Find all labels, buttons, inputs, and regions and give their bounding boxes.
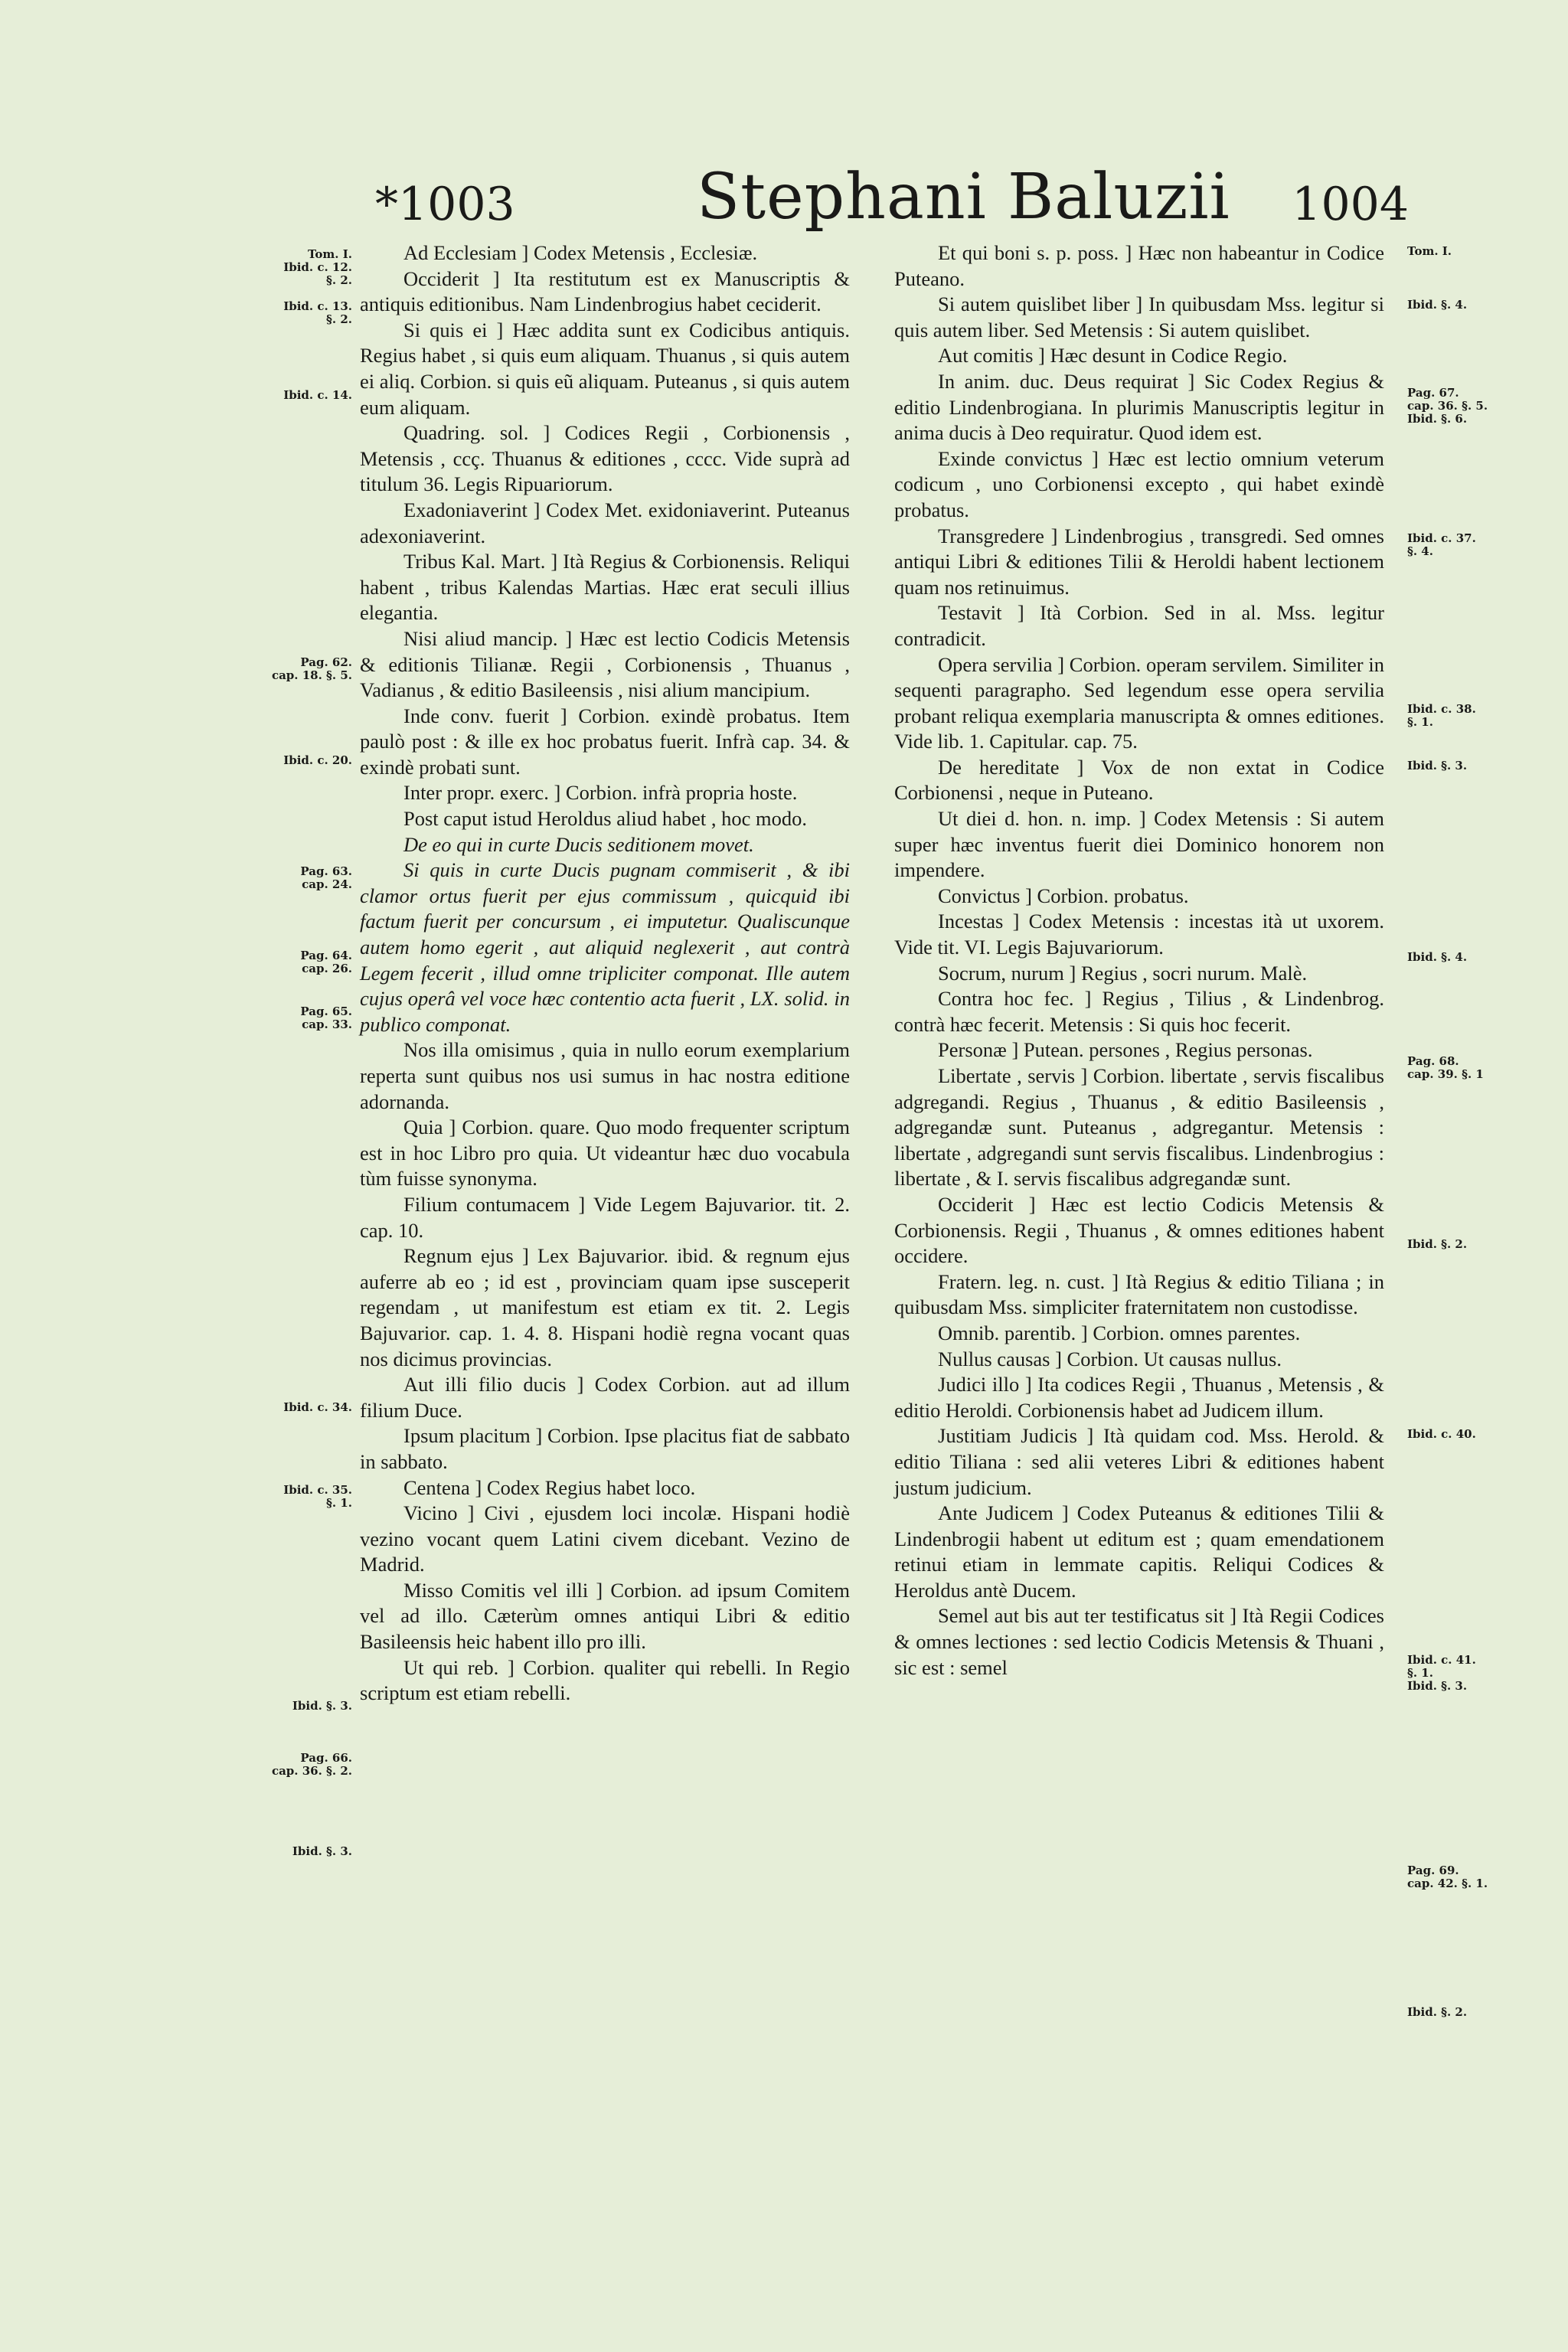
note-entry: Ad Ecclesiam ] Codex Metensis , Ecclesiæ.: [403, 241, 758, 264]
right-margin-note: Ibid. c. 40.: [1407, 1427, 1476, 1441]
left-margin-note: Pag. 63. cap. 24.: [300, 864, 352, 891]
left-margin-note: Ibid. c. 35. §. 1.: [283, 1483, 352, 1510]
note-entry: Incestas ] Codex Metensis : incestas ità ut uxorem. Vide tit. VI. Legis Bajuvariorum.: [894, 910, 1384, 959]
left-page-number: *1003: [375, 178, 515, 231]
note-entry: Omnib. parentib. ] Corbion. omnes parentes.: [938, 1321, 1301, 1344]
note-entry: De hereditate ] Vox de non extat in Codice Corbionensi , neque in Puteano.: [894, 755, 1384, 805]
right-margin-note: Pag. 67. cap. 36. §. 5. Ibid. §. 6.: [1407, 386, 1488, 426]
note-entry: Fratern. leg. n. cust. ] Ità Regius & editio Tiliana ; in quibusdam Mss. simpliciter fraternitatem non custodisse.: [894, 1269, 1384, 1319]
note-entry: Si quis ei ] Hæc addita sunt ex Codicibus antiquis. Regius habet , si quis eum aliquam. Thuanus , si quis autem ei aliq. Corbion. si quis eũ aliquam. Puteanus , si quis autem eum aliquam.: [360, 318, 850, 419]
note-entry: Post caput istud Heroldus aliud habet , hoc modo.: [403, 807, 807, 831]
note-entry: Regnum ejus ] Lex Bajuvarior. ibid. & regnum ejus auferre ab eo ; id est , provinciam quam ipse susceperit regendam , ut manifestum est etiam ex tit. 2. Legis Bajuvarior. cap. 1. 4. 8. Hispani hodiè regna vocant quas nos dicimus provincias.: [360, 1244, 850, 1370]
note-entry: Aut comitis ] Hæc desunt in Codice Regio.: [938, 344, 1288, 368]
right-margin-note: Ibid. c. 38. §. 1.: [1407, 702, 1476, 729]
note-entry: Aut illi filio ducis ] Codex Corbion. aut ad illum filium Duce.: [360, 1373, 850, 1422]
right-margin-note: Pag. 69. cap. 42. §. 1.: [1407, 1864, 1488, 1890]
left-margin-note: Pag. 65. cap. 33.: [300, 1004, 352, 1031]
note-entry: Ut diei d. hon. n. imp. ] Codex Metensis : Si autem super hæc inventus fuerit diei Dominico honorem non impendere.: [894, 807, 1384, 882]
left-margin-note: Tom. I. Ibid. c. 12. §. 2.: [283, 247, 352, 287]
left-margin-note: Ibid. §. 3.: [292, 1699, 352, 1713]
note-entry: Quia ] Corbion. quare. Quo modo frequenter scriptum est in hoc Libro pro quia. Ut videantur hæc duo vocabula tùm fuisse synonyma.: [360, 1116, 850, 1191]
note-entry: In anim. duc. Deus requirat ] Sic Codex Regius & editio Lindenbrogiana. In plurimis Manuscriptis legitur in anima ducis à Deo requiratur. Quod idem est.: [894, 369, 1384, 445]
right-margin-note: Ibid. c. 41. §. 1. Ibid. §. 3.: [1407, 1653, 1476, 1693]
right-page-number: 1004: [1292, 178, 1409, 231]
note-entry: Contra hoc fec. ] Regius , Tilius , & Lindenbrog. contrà hæc fecerit. Metensis : Si quis hoc fecerit.: [894, 987, 1384, 1036]
note-entry: Quadring. sol. ] Codices Regii , Corbionensis , Metensis , ccç. Thuanus & editiones , cccc. Vide suprà ad titulum 36. Legis Ripuariorum.: [360, 421, 850, 496]
right-margin-note: Ibid. §. 4.: [1407, 950, 1468, 964]
right-margin-note: Ibid. §. 2.: [1407, 1237, 1468, 1251]
note-entry: Inter propr. exerc. ] Corbion. infrà propria hoste.: [403, 781, 798, 805]
note-entry: Exadoniaverint ] Codex Met. exidoniaverint. Puteanus adexoniaverint.: [360, 498, 850, 547]
left-margin-note: Ibid. c. 20.: [283, 753, 352, 767]
note-entry: Exinde convictus ] Hæc est lectio omnium veterum codicum , uno Corbionensi excepto , qui habet exindè probatus.: [894, 446, 1384, 521]
note-entry: Nullus causas ] Corbion. Ut causas nullus.: [938, 1347, 1282, 1370]
note-entry: Ut qui reb. ] Corbion. qualiter qui rebelli. In Regio scriptum est etiam rebelli.: [360, 1655, 850, 1705]
note-entry: Testavit ] Ità Corbion. Sed in al. Mss. legitur contradicit.: [894, 601, 1384, 650]
note-entry: Opera servilia ] Corbion. operam servilem. Similiter in sequenti paragrapho. Sed legendum esse opera servilia probant reliqua exemplaria manuscripta & omnes editiones. Vide lib. 1. Capitular. cap. 75.: [894, 652, 1384, 753]
quoted-chapter-text: Si quis in curte Ducis pugnam commiserit , & ibi clamor ortus fuerit per ejus commissum , quicquid ibi factum fuerit per concursum , ei imputetur. Qualiscunque autem homo egerit , aut aliquid neglexerit , aut contrà Legem fecerit , illud omne tripliciter componat. Ille autem cujus operâ vel voce hæc contentio acta fuerit , LX. solid. in publico componat.: [360, 858, 850, 1036]
note-entry: Ante Judicem ] Codex Puteanus & editiones Tilii & Lindenbrogii habent ut editum est ; quam emendationem retinui etiam in lemmate capitis. Reliqui Codices & Heroldus antè Ducem.: [894, 1501, 1384, 1602]
note-entry: Filium contumacem ] Vide Legem Bajuvarior. tit. 2. cap. 10.: [360, 1192, 850, 1242]
note-entry: Ipsum placitum ] Corbion. Ipse placitus fiat de sabbato in sabbato.: [360, 1424, 850, 1473]
note-entry: Convictus ] Corbion. probatus.: [938, 884, 1189, 907]
quoted-chapter-title: De eo qui in curte Ducis seditionem movet.: [403, 832, 754, 856]
left-margin-note: Pag. 62. cap. 18. §. 5.: [271, 655, 352, 682]
left-margin-note: Ibid. c. 13. §. 2.: [283, 299, 352, 326]
note-entry: Personæ ] Putean. persones , Regius personas.: [938, 1038, 1313, 1062]
note-entry: Socrum, nurum ] Regius , socri nurum. Malè.: [938, 961, 1308, 985]
page-header: [337, 161, 1455, 245]
right-margin-note: Ibid. §. 4.: [1407, 298, 1468, 312]
note-entry: Tribus Kal. Mart. ] Ità Regius & Corbionensis. Reliqui habent , tribus Kalendas Martias. Hæc erat seculi illius elegantia.: [360, 550, 850, 625]
running-title: Stephani Baluzii: [697, 161, 1230, 234]
note-entry: Misso Comitis vel illi ] Corbion. ad ipsum Comitem vel ad illo. Cæterùm omnes antiqui Libri & editio Basileensis heic habent illo pro illi.: [360, 1578, 850, 1654]
note-entry: Nos illa omisimus , quia in nullo eorum exemplarium reperta sunt quibus nos usi sumus in hac nostra editione adornanda.: [360, 1038, 850, 1113]
note-entry: Inde conv. fuerit ] Corbion. exindè probatus. Item paulò post : & ille ex hoc probatus fuerit. Infrà cap. 34. & exindè probati sunt.: [360, 704, 850, 779]
note-entry: Justitiam Judicis ] Ità quidam cod. Mss. Herold. & editio Tiliana : sed alii veteres Libri & editiones habent justum judicium.: [894, 1424, 1384, 1499]
right-margin-note: Pag. 68. cap. 39. §. 1: [1407, 1054, 1484, 1081]
note-entry: Semel aut bis aut ter testificatus sit ] Ità Regii Codices & omnes lectiones : sed lectio Codicis Metensis & Thuani , sic est : semel: [894, 1604, 1384, 1679]
note-entry: Nisi aliud mancip. ] Hæc est lectio Codicis Metensis & editionis Tilianæ. Regii , Corbionensis , Thuanus , Vadianus , & editio Basileensis , nisi alium mancipium.: [360, 626, 850, 702]
note-entry: Et qui boni s. p. poss. ] Hæc non habeantur in Codice Puteano.: [894, 241, 1384, 290]
right-margin-note: Tom. I.: [1407, 244, 1452, 258]
left-margin-note: Pag. 66. cap. 36. §. 2.: [271, 1751, 352, 1778]
left-margin-note: Ibid. c. 34.: [283, 1400, 352, 1414]
note-entry: Vicino ] Civi , ejusdem loci incolæ. Hispani hodiè vezino vocant quem Latini civem dicebant. Vezino de Madrid.: [360, 1501, 850, 1576]
left-margin-note: Ibid. c. 14.: [283, 388, 352, 402]
note-entry: Judici illo ] Ita codices Regii , Thuanus , Metensis , & editio Heroldi. Corbionensis habet ad Judicem illum.: [894, 1373, 1384, 1422]
right-margin-note: Ibid. §. 3.: [1407, 759, 1468, 773]
note-entry: Centena ] Codex Regius habet loco.: [403, 1475, 696, 1499]
right-margin-note: Ibid. c. 37. §. 4.: [1407, 531, 1476, 558]
note-entry: Libertate , servis ] Corbion. libertate , servis fiscalibus adgregandi. Regius , Thuanus , & editio Basileensis , adgregandæ sunt. Puteanus , adgregantur. Metensis : libertate , adgregandi sunt servis fiscalibus. Lindenbrogius : libertate , & I. servis fiscalibus adgregandæ sunt.: [894, 1064, 1384, 1191]
note-entry: Occiderit ] Hæc est lectio Codicis Metensis & Corbionensis. Regii , Thuanus , & omnes editiones habent occidere.: [894, 1192, 1384, 1268]
right-column: [894, 240, 1384, 1681]
note-entry: Occiderit ] Ita restitutum est ex Manuscriptis & antiquis editionibus. Nam Lindenbrogius habet ceciderit.: [360, 266, 850, 316]
note-entry: Transgredere ] Lindenbrogius , transgredi. Sed omnes antiqui Libri & editiones Tilii & Heroldi habent lectionem quam nos retinuimus.: [894, 524, 1384, 599]
note-entry: Si autem quislibet liber ] In quibusdam Mss. legitur si quis autem liber. Sed Metensis : Si autem quislibet.: [894, 292, 1384, 341]
left-margin-note: Pag. 64. cap. 26.: [300, 949, 352, 975]
left-margin-note: Ibid. §. 3.: [292, 1844, 352, 1858]
left-column: [360, 240, 850, 1707]
right-margin-note: Ibid. §. 2.: [1407, 2005, 1468, 2019]
